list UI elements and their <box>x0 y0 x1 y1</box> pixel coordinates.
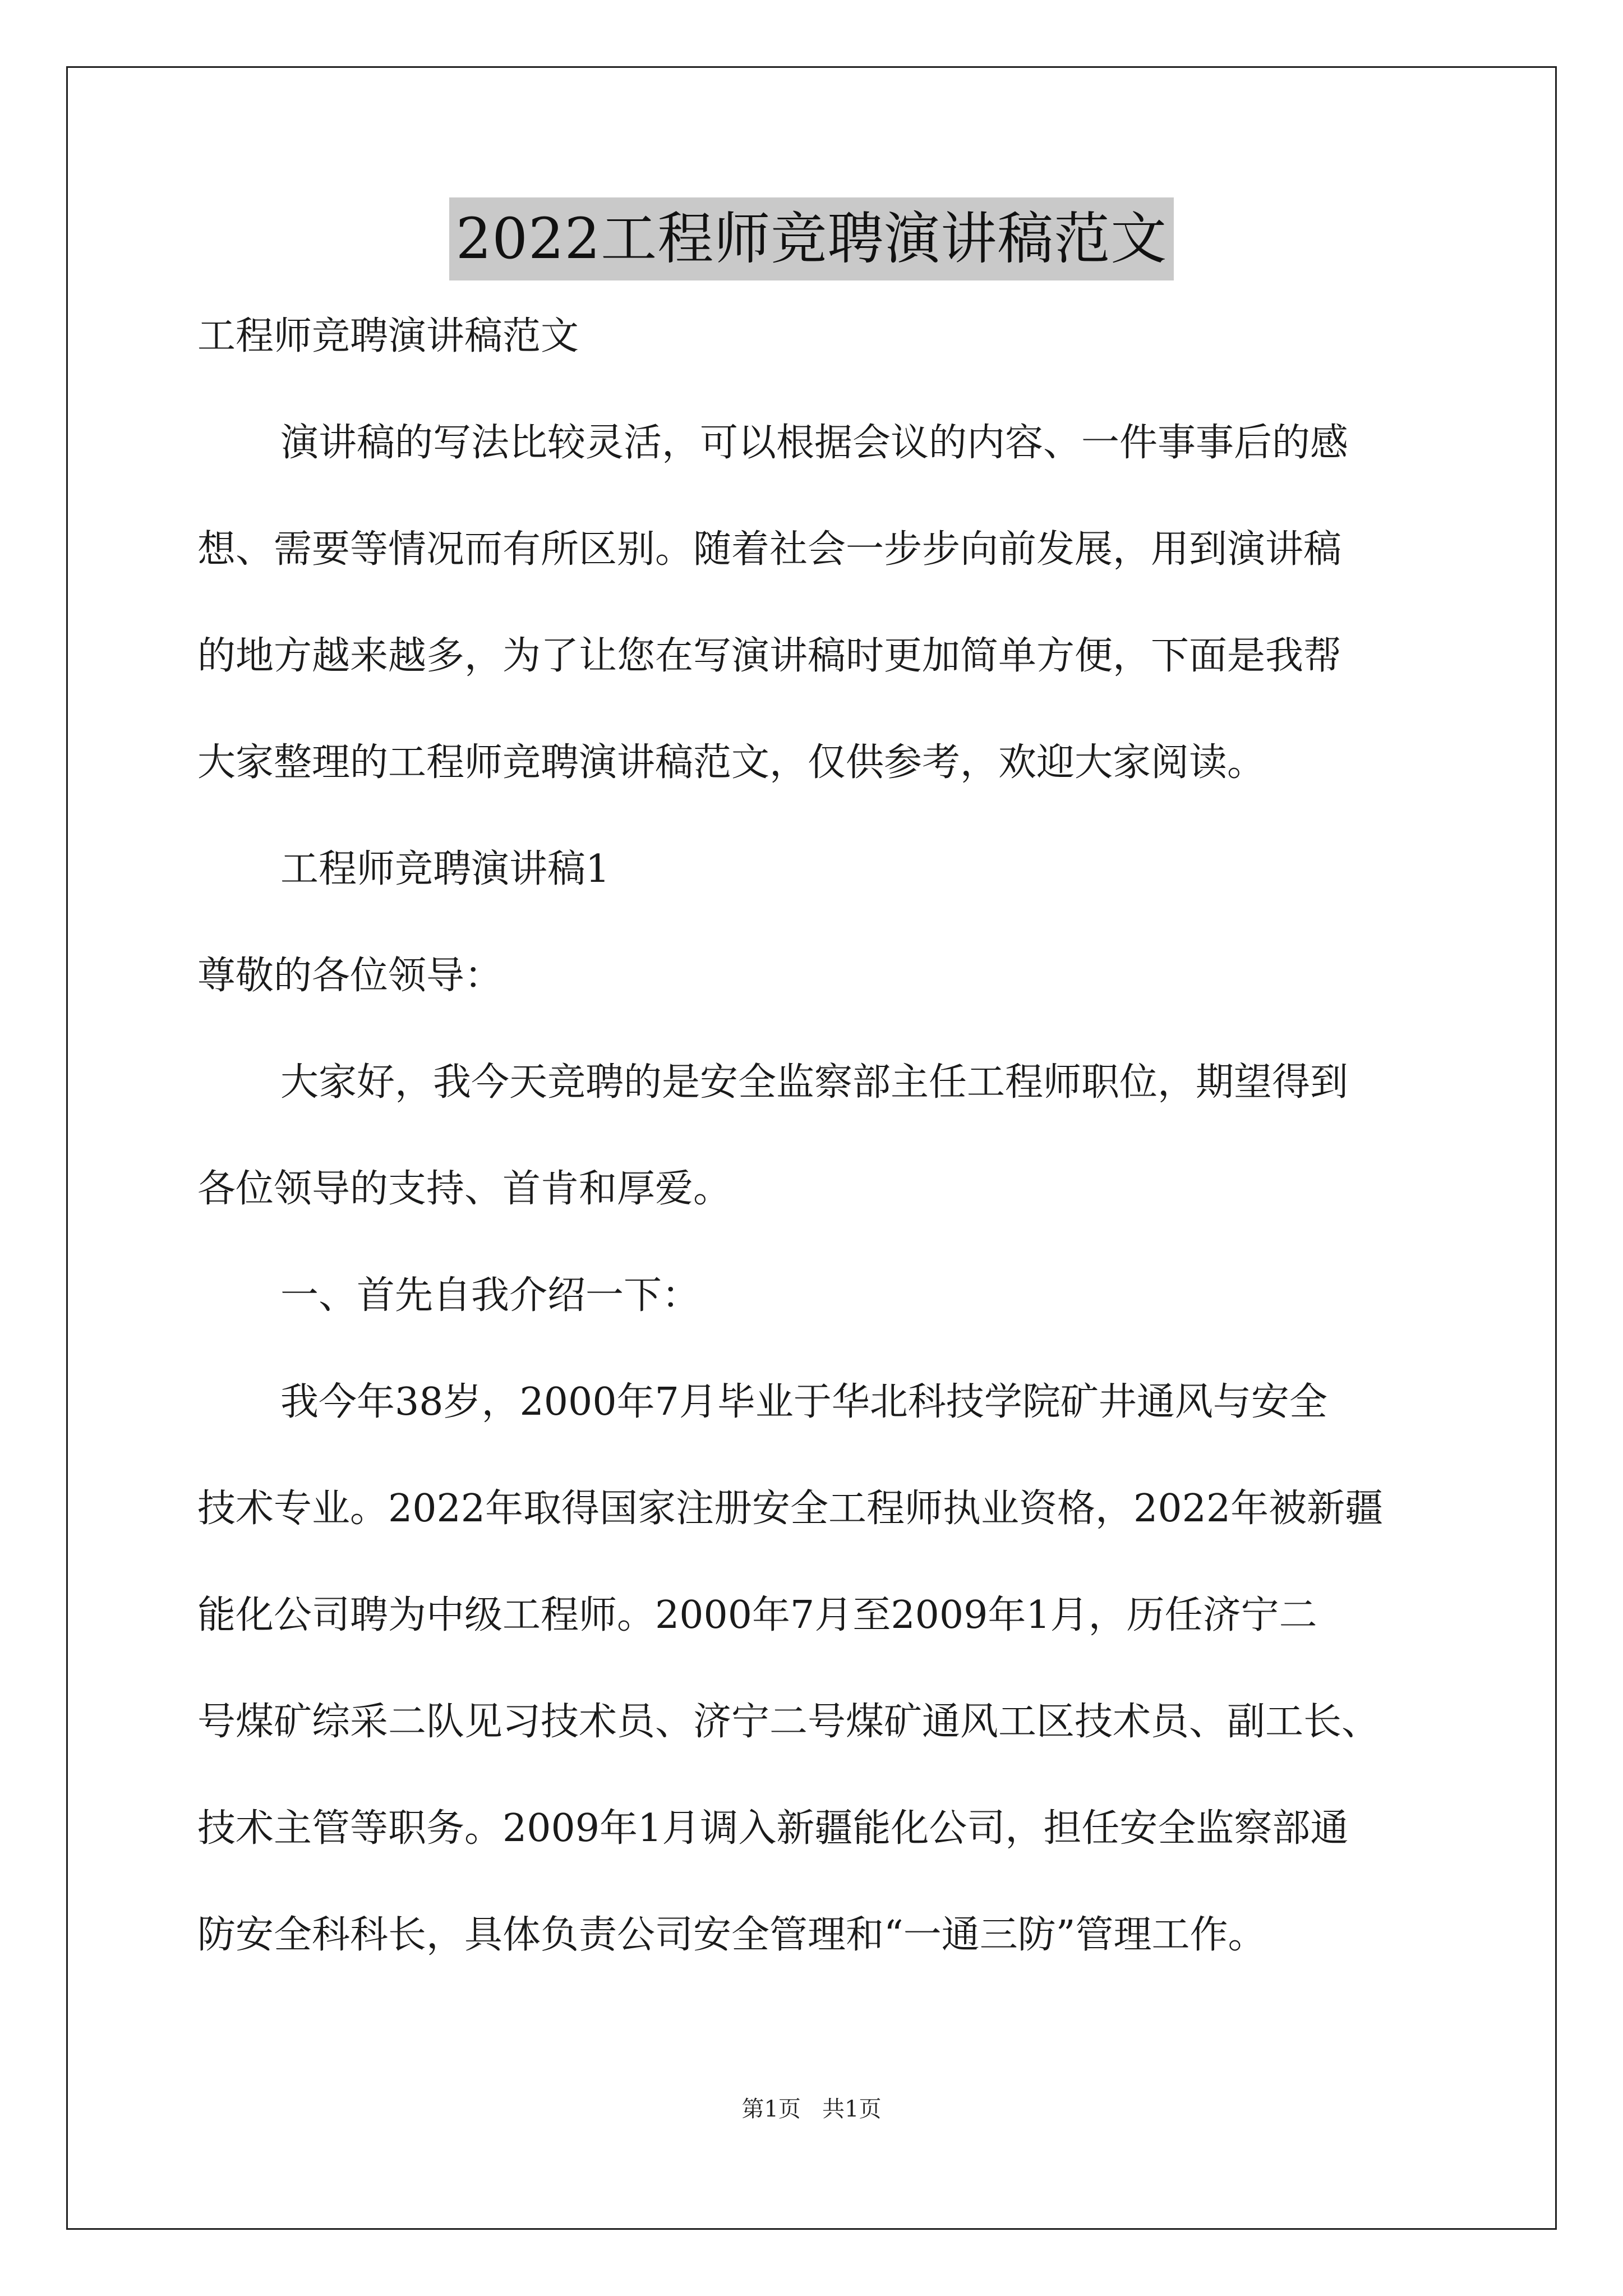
paragraph-line: 一、首先自我介绍一下： <box>280 1273 700 1318</box>
paragraph-line: 技术主管等职务。2009年1月调入新疆能化公司，担任安全监察部通 <box>197 1806 1349 1851</box>
paragraph-line: 能化公司聘为中级工程师。2000年7月至2009年1月，历任济宁二 <box>197 1593 1317 1637</box>
paragraph-line: 防安全科科长，具体负责公司安全管理和“一通三防”管理工作。 <box>197 1913 1266 1957</box>
section-heading: 工程师竞聘演讲稿1 <box>280 847 610 891</box>
subtitle-line: 工程师竞聘演讲稿范文 <box>197 314 579 358</box>
title-container <box>0 197 1623 280</box>
paragraph-line: 大家整理的工程师竞聘演讲稿范文，仅供参考，欢迎大家阅读。 <box>197 740 1266 785</box>
paragraph-line: 大家好，我今天竞聘的是安全监察部主任工程师职位，期望得到 <box>280 1060 1349 1105</box>
paragraph-line: 号煤矿综采二队见习技术员、济宁二号煤矿通风工区技术员、副工长、 <box>197 1700 1380 1744</box>
paragraph-line: 我今年38岁，2000年7月毕业于华北科技学院矿井通风与安全 <box>280 1380 1327 1424</box>
paragraph-line: 的地方越来越多，为了让您在写演讲稿时更加简单方便，下面是我帮 <box>197 634 1342 678</box>
page-footer: 第1页 共1页 <box>741 2096 882 2122</box>
salutation-line: 尊敬的各位领导： <box>197 954 503 998</box>
paragraph-line: 想、需要等情况而有所区别。随着社会一步步向前发展，用到演讲稿 <box>197 527 1342 572</box>
paragraph-line: 各位领导的支持、首肯和厚爱。 <box>197 1167 732 1211</box>
document-title: 2022工程师竞聘演讲稿范文 <box>449 197 1174 280</box>
paragraph-line: 演讲稿的写法比较灵活，可以根据会议的内容、一件事事后的感 <box>280 421 1349 465</box>
paragraph-line: 技术专业。2022年取得国家注册安全工程师执业资格，2022年被新疆 <box>197 1487 1384 1531</box>
document-body <box>197 311 1431 1960</box>
